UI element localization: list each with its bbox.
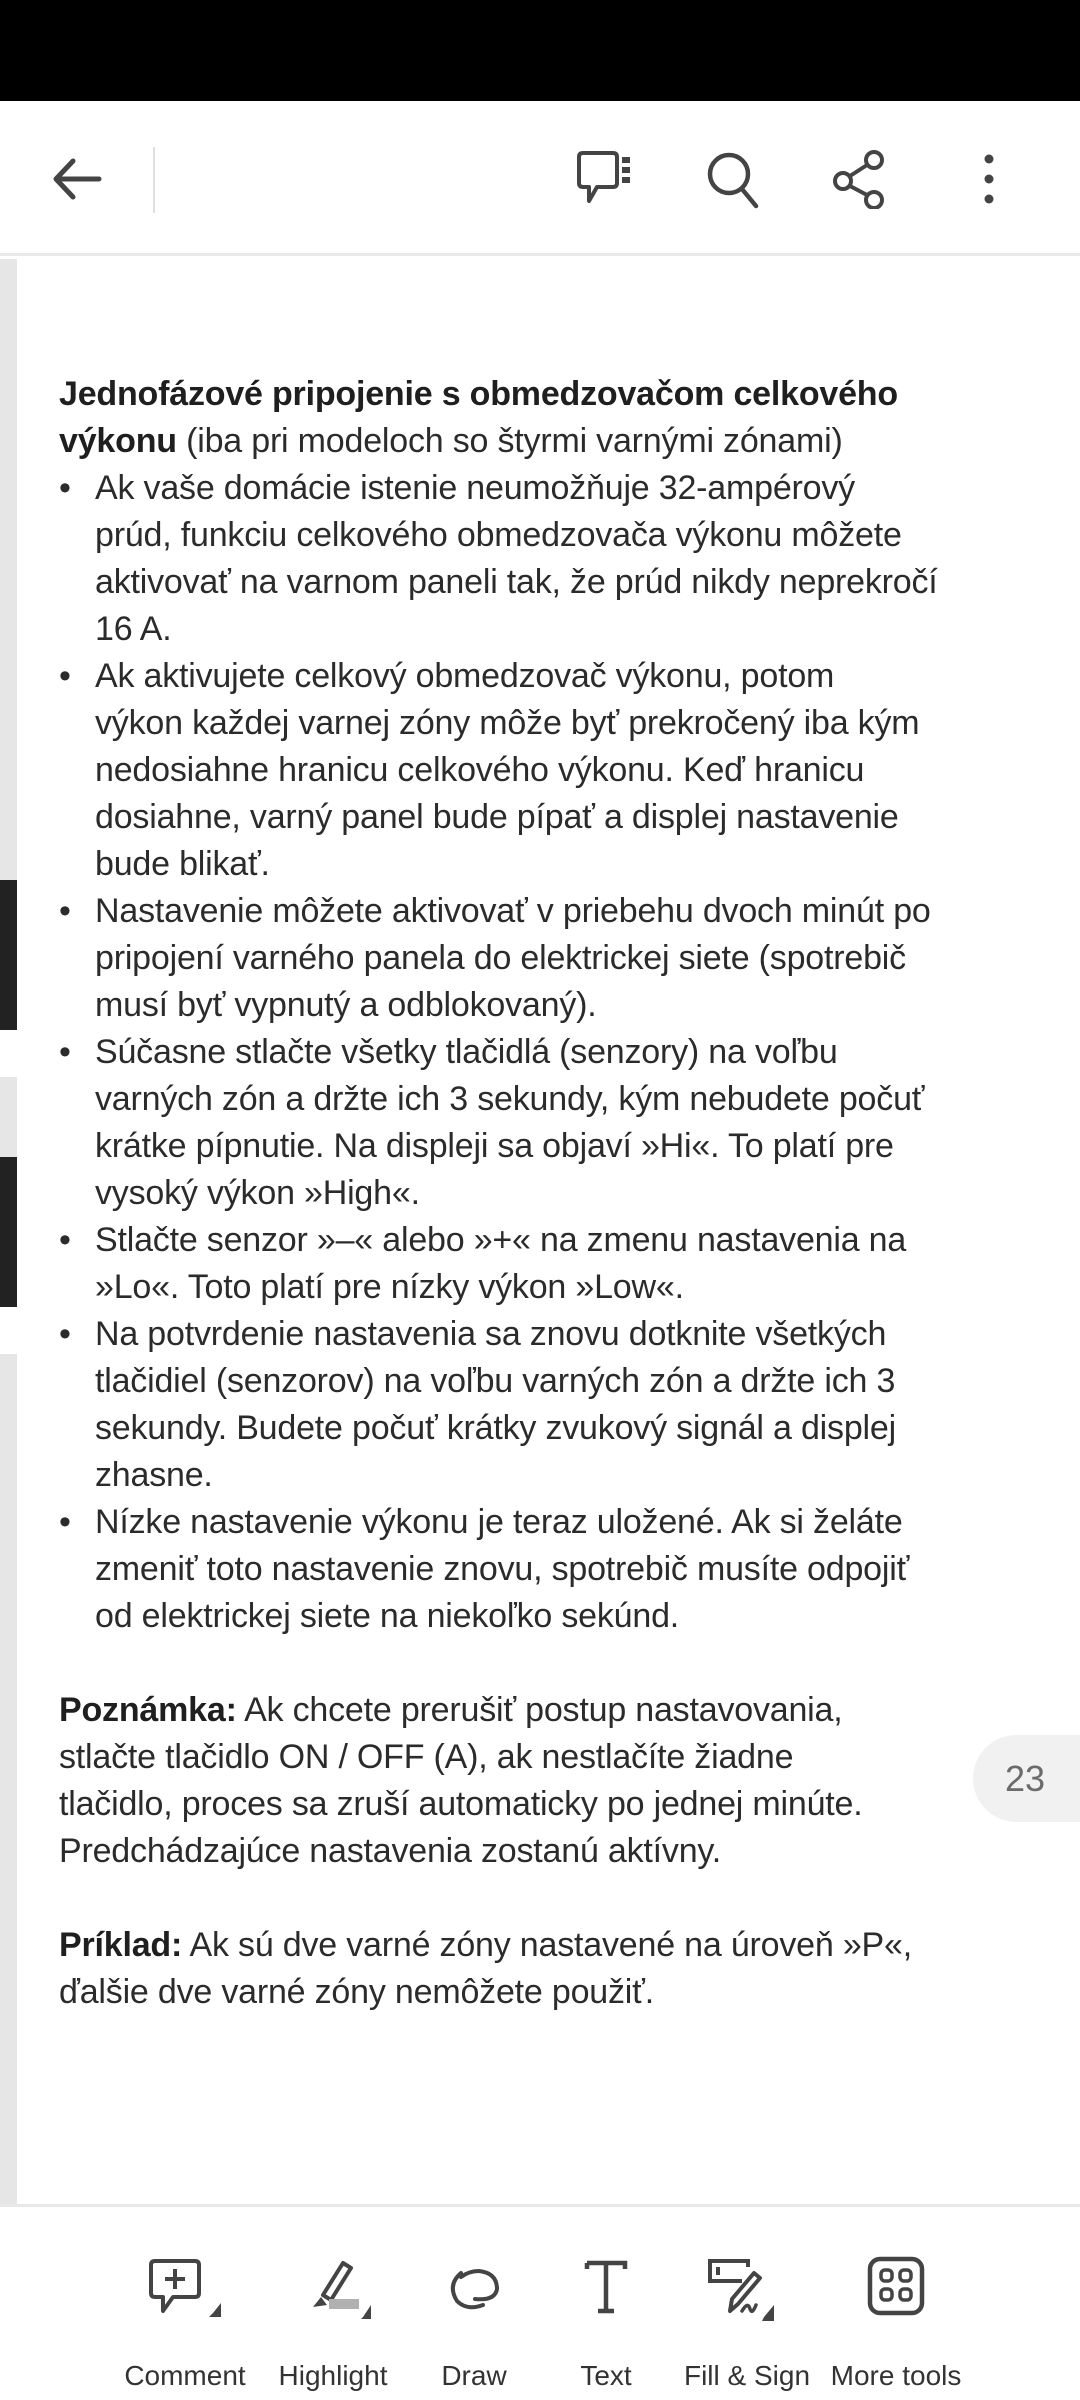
bullet-marker: • <box>59 1033 71 1071</box>
bottom-toolbar <box>0 2210 1080 2400</box>
note-line: tlačidlo, proces sa zruší automaticky po jednej minúte. <box>59 1785 863 1823</box>
bullet-line: Nastavenie môžete aktivovať v priebehu dvoch minút po <box>95 892 931 930</box>
bullet-line: Ak vaše domácie istenie neumožňuje 32-ampérový <box>95 469 855 507</box>
bullet-line: Stlačte senzor »–« alebo »+« na zmenu nastavenia na <box>95 1221 907 1259</box>
draw-icon <box>439 2255 509 2325</box>
tool-label: Highlight <box>278 2360 388 2391</box>
thumbnail-scroll-strip[interactable] <box>0 259 17 2204</box>
bullet-marker: • <box>59 469 71 507</box>
bullet-item <box>59 1217 1049 1311</box>
bullet-item <box>59 1311 1049 1499</box>
note-line: stlačte tlačidlo ON / OFF (A), ak nestlačíte žiadne <box>59 1738 794 1776</box>
bullet-line: krátke pípnutie. Na displeji sa objaví »Hi«. To platí pre <box>95 1127 894 1165</box>
note-line: Predchádzajúce nastavenia zostanú aktívny. <box>59 1832 721 1870</box>
strip-segment-white <box>0 1030 17 1077</box>
bullet-marker: • <box>59 657 71 695</box>
bullet-line: Súčasne stlačte všetky tlačidlá (senzory) na voľbu <box>95 1033 838 1071</box>
bullet-line: prúd, funkciu celkového obmedzovača výkonu môžete <box>95 516 902 554</box>
example-line: ďalšie dve varné zóny nemôžete použiť. <box>59 1973 654 2011</box>
bullet-item <box>59 1499 1049 1640</box>
bullet-line: Ak aktivujete celkový obmedzovač výkonu, potom <box>95 657 835 695</box>
bullet-marker: • <box>59 1315 71 1353</box>
bullet-line: zhasne. <box>95 1456 213 1494</box>
search-icon <box>704 149 764 209</box>
more-tools-icon <box>861 2255 931 2325</box>
strip-segment-dark <box>0 880 17 1030</box>
section-heading-cont: výkonu (iba pri modeloch so štyrmi varnými zónami) <box>59 422 843 460</box>
status-bar <box>0 0 1080 101</box>
tool-label: More tools <box>830 2360 962 2391</box>
tool-more-tools[interactable] <box>826 2210 966 2400</box>
comments-list-icon <box>575 149 639 209</box>
bullet-line: »Lo«. Toto platí pre nízky výkon »Low«. <box>95 1268 684 1306</box>
comment-add-icon <box>143 2255 227 2325</box>
fill-sign-icon <box>702 2255 792 2325</box>
bullet-line: musí byť vypnutý a odblokovaný). <box>95 986 597 1024</box>
example-paragraph: Príklad: Ak sú dve varné zóny nastavené na úroveň »P«, <box>59 1926 912 1964</box>
bullet-line: vysoký výkon »High«. <box>95 1174 420 1212</box>
bullet-list <box>59 465 1049 1640</box>
strip-segment-white <box>0 1307 17 1354</box>
tool-label: Comment <box>124 2360 246 2391</box>
bullet-item <box>59 465 1049 653</box>
more-options-button[interactable] <box>952 101 1026 256</box>
bullet-line: výkon každej varnej zóny môže byť prekročený iba kým <box>95 704 920 742</box>
tool-fill-sign[interactable] <box>677 2210 817 2400</box>
bullet-line: pripojení varného panela do elektrickej siete (spotrebič <box>95 939 906 977</box>
search-button[interactable] <box>697 101 771 256</box>
bullet-marker: • <box>59 892 71 930</box>
page-number-indicator[interactable]: 23 <box>973 1735 1080 1822</box>
top-app-bar <box>0 101 1080 256</box>
note-paragraph: Poznámka: Ak chcete prerušiť postup nastavovania, <box>59 1691 843 1729</box>
bullet-item <box>59 653 1049 888</box>
tool-label: Draw <box>441 2360 507 2391</box>
bullet-marker: • <box>59 1503 71 1541</box>
bullet-marker: • <box>59 1221 71 1259</box>
tool-label: Fill & Sign <box>683 2360 811 2391</box>
document-text <box>59 371 1049 2016</box>
bullet-line: Na potvrdenie nastavenia sa znovu dotknite všetkých <box>95 1315 887 1353</box>
more-vertical-icon <box>979 151 999 207</box>
toolbar-divider <box>153 147 155 213</box>
bullet-line: varných zón a držte ich 3 sekundy, kým nebudete počuť <box>95 1080 925 1118</box>
tool-text[interactable] <box>536 2210 676 2400</box>
tool-label: Text <box>580 2360 632 2391</box>
bullet-item <box>59 1029 1049 1217</box>
bullet-line: nedosiahne hranicu celkového výkonu. Keď hranicu <box>95 751 865 789</box>
section-heading: Jednofázové pripojenie s obmedzovačom celkového <box>59 375 898 413</box>
bullet-line: dosiahne, varný panel bude pípať a displej nastavenie <box>95 798 899 836</box>
share-icon <box>830 149 890 209</box>
strip-segment-dark <box>0 1157 17 1307</box>
tool-highlight[interactable] <box>263 2210 403 2400</box>
arrow-left-icon <box>49 151 105 207</box>
share-button[interactable] <box>823 101 897 256</box>
bullet-line: aktivovať na varnom paneli tak, že prúd nikdy neprekročí <box>95 563 938 601</box>
bullet-item <box>59 888 1049 1029</box>
bullet-line: od elektrickej siete na niekoľko sekúnd. <box>95 1597 680 1635</box>
highlighter-icon <box>291 2255 375 2325</box>
bullet-line: Nízke nastavenie výkonu je teraz uložené. Ak si želáte <box>95 1503 903 1541</box>
text-icon <box>571 2255 641 2325</box>
bullet-line: zmeniť toto nastavenie znovu, spotrebič musíte odpojiť <box>95 1550 910 1588</box>
tool-comment[interactable] <box>115 2210 255 2400</box>
document-page[interactable] <box>0 259 1080 2207</box>
back-button[interactable] <box>40 101 114 256</box>
comments-button[interactable] <box>570 101 644 256</box>
bullet-line: sekundy. Budete počuť krátky zvukový signál a displej <box>95 1409 896 1447</box>
bullet-line: bude blikať. <box>95 845 270 883</box>
bullet-line: tlačidiel (senzorov) na voľbu varných zón a držte ich 3 <box>95 1362 896 1400</box>
bullet-line: 16 A. <box>95 610 172 648</box>
